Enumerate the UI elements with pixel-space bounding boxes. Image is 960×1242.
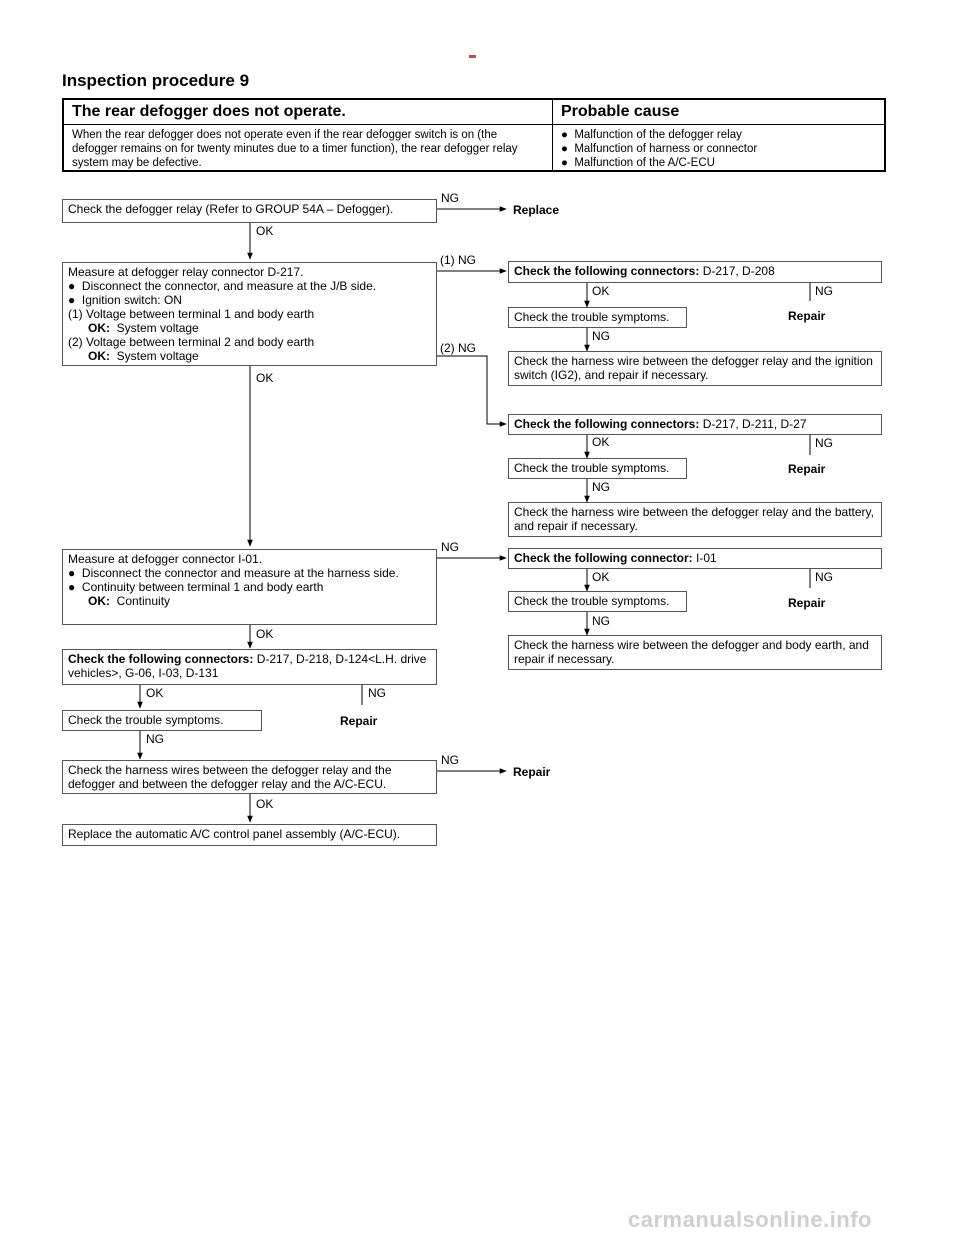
check-connector-3: Check the following connector: I-01 — [508, 548, 882, 569]
check-harness-defogger-ecu: Check the harness wires between the defogger relay and the defogger and between the defogger relay and the A/C-ECU. — [62, 760, 437, 794]
repair-result: Repair — [788, 596, 826, 610]
repair-result: Repair — [788, 309, 826, 323]
step-check-relay — [62, 199, 437, 223]
repair-result: Repair — [340, 714, 378, 728]
step-title: Measure at defogger relay connector D-217. — [68, 265, 304, 279]
step-measure-relay-connector — [62, 262, 437, 366]
ok-condition: OK: System voltage — [88, 349, 199, 363]
ng-label: NG — [441, 753, 459, 767]
check-trouble-symptoms-2: Check the trouble symptoms. — [508, 458, 687, 479]
step-title: Measure at defogger connector I-01. — [68, 552, 263, 566]
check-connectors-4: Check the following connectors: D-217, D-218, D-124<L.H. drive vehicles>, G-06, I-03, D-131 — [62, 649, 437, 685]
bullet-item: ● Continuity between terminal 1 and body earth — [68, 580, 324, 594]
ok-condition: OK: System voltage — [88, 321, 199, 335]
ng-label: NG — [815, 436, 833, 450]
ok-label: OK — [592, 435, 610, 449]
bullet-item: ● Ignition switch: ON — [68, 293, 182, 307]
symptom-heading: The rear defogger does not operate. — [72, 103, 346, 120]
check-trouble-symptoms-3: Check the trouble symptoms. — [508, 591, 687, 612]
cause-item: ● Malfunction of the A/C-ECU — [561, 157, 715, 169]
ok-label: OK — [256, 224, 274, 238]
ng2-label: (2) NG — [440, 341, 476, 355]
repair-result: Repair — [513, 765, 551, 779]
check-item: (2) Voltage between terminal 2 and body earth — [68, 335, 315, 349]
step-check-relay-text: Check the defogger relay (Refer to GROUP 54A – Defogger). — [68, 202, 394, 216]
check-harness-battery: Check the harness wire between the defogger relay and the battery, and repair if necessary. — [508, 502, 882, 537]
cause-heading: Probable cause — [561, 103, 680, 120]
ng-label: NG — [441, 191, 459, 205]
step-measure-defogger-connector — [62, 549, 437, 625]
ng-label: NG — [815, 284, 833, 298]
check-trouble-symptoms-4: Check the trouble symptoms. — [62, 710, 262, 731]
ng-label: NG — [441, 540, 459, 554]
ok-label: OK — [256, 797, 274, 811]
ng-label: NG — [146, 732, 164, 746]
bullet-item: ● Disconnect the connector, and measure at the J/B side. — [68, 279, 377, 293]
check-connectors-2: Check the following connectors: D-217, D-211, D-27 — [508, 414, 882, 435]
check-harness-body-earth: Check the harness wire between the defogger and body earth, and repair if necessary. — [508, 635, 882, 670]
ng1-label: (1) NG — [440, 253, 476, 267]
ok-label: OK — [146, 686, 164, 700]
step-replace-ac-ecu: Replace the automatic A/C control panel assembly (A/C-ECU). — [62, 824, 437, 846]
check-item: (1) Voltage between terminal 1 and body earth — [68, 307, 315, 321]
check-connectors-1: Check the following connectors: D-217, D-208 — [508, 261, 882, 283]
ng-label: NG — [815, 570, 833, 584]
cause-item: ● Malfunction of harness or connector — [561, 143, 758, 155]
check-harness-ig2: Check the harness wire between the defogger relay and the ignition switch (IG2), and repair if necessary. — [508, 351, 882, 386]
ok-label: OK — [592, 284, 610, 298]
replace-result: Replace — [513, 203, 560, 217]
ok-label: OK — [256, 627, 274, 641]
ok-label: OK — [592, 570, 610, 584]
ng-label: NG — [592, 614, 610, 628]
ok-condition: OK: Continuity — [88, 594, 171, 608]
procedure-title: Inspection procedure 9 — [62, 71, 250, 90]
symptom-text: When the rear defogger does not operate even if the rear defogger switch is on (the defogger remains on for twenty minutes due to a timer function), the rear defogger relay system may be defective. — [72, 129, 518, 169]
cause-item: ● Malfunction of the defogger relay — [561, 129, 742, 141]
ng-label: NG — [592, 480, 610, 494]
repair-result: Repair — [788, 462, 826, 476]
ng-label: NG — [368, 686, 386, 700]
ok-label: OK — [256, 371, 274, 385]
footer-watermark: carmanualsonline.info — [628, 1207, 872, 1232]
bullet-item: ● Disconnect the connector and measure at the harness side. — [68, 566, 399, 580]
check-trouble-symptoms-1: Check the trouble symptoms. — [508, 307, 687, 328]
ng-label: NG — [592, 329, 610, 343]
